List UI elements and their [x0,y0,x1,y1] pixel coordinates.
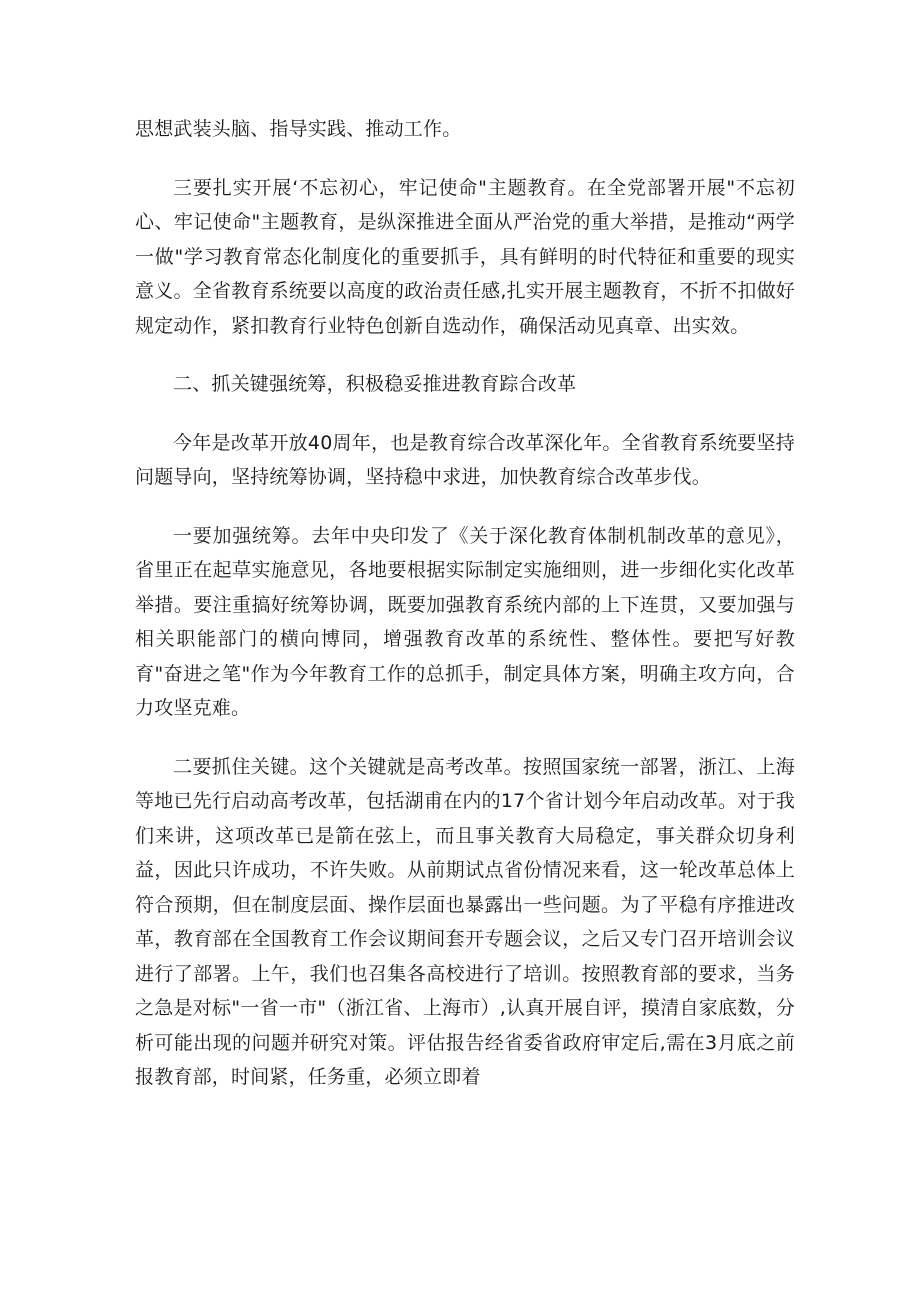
paragraph-theme-education: 三要扎实开展‘不忘初心，牢记使命"主题教育。在全党部署开展"不忘初心、牢记使命"主题教育，是纵深推进全面从严治党的重大举措，是推动“两学一做"学习教育常态化制度化的重要抓手，具有鲜明的时代特征和重要的现实意义。全省教育系统要以高度的政治责任感,扎实开展主题教育，不折不扣做好规定动作，紧扣教育行业特色创新自选动作，确保活动见真章、出实效。 [135,176,795,337]
section-heading-reform: 二、抓关键强统筹，积极稳妥推进教育踪合改革 [173,373,577,395]
paragraph-coordination: 一要加强统筹。去年中央印发了《关于深化教育体制机制改革的意见》，省里正在起草实施意见，各地要根据实际制定实施细则，进一步细化实化改革举措。要注重搞好统筹协调，既要加强教育系统内部的上下连贯，又要加强与相关职能部门的横向博同，增强教育改革的系统性、整体性。要把写好教育"奋进之笔"作为今年教育工作的总抓手，制定具体方案，明确主攻方向，合力攻坚克难。 [135,524,795,719]
paragraph-exam-reform: 二要抓住关键。这个关键就是高考改革。按照国家统一部署，浙江、上海等地已先行启动高考改革，包括湖甫在内的17个省计划今年启动改革。对于我们来讲，这项改革已是箭在弦上，而且事关教育大局稳定，事关群众切身利益，因此只许成功，不许失败。从前期试点省份情况来看，这一轮改革总体上符合预期，但在制度层面、操作层面也暴露出一些问题。为了平稳有序推进改革，教育部在全国教育工作会议期间套开专题会议，之后又专门召开培训会议进行了部署。上午，我们也召集各高校进行了培训。按照教育部的要求，当务之急是对标"一省一市"（浙江省、上海市）,认真开展自评，摸清自家底数，分析可能出现的问题并研究对策。评估报告经省委省政府审定后,需在3月底之前报教育部，时间紧，任务重，必须立即着 [135,755,795,1088]
paragraph-reform-intro: 今年是改革开放40周年，也是教育综合改革深化年。全省教育系统要坚持问题导向，坚持统筹协调，坚持稳中求进，加快教育综合改革步伐。 [135,431,795,488]
paragraph-continuation: 思想武装头脑、指导实践、推动工作。 [135,118,462,140]
document-body [135,112,795,1119]
